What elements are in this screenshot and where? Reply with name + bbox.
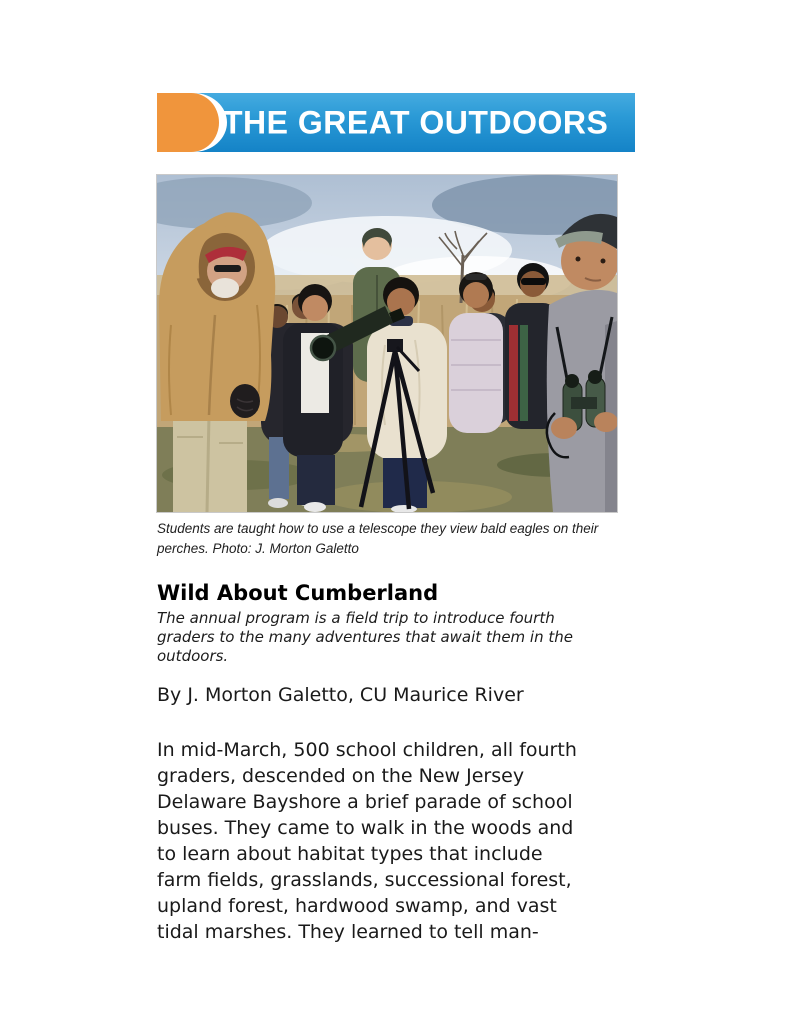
article-body-line: buses. They came to walk in the woods and xyxy=(157,817,574,839)
article-body-line: upland forest, hardwood swamp, and vast xyxy=(157,895,557,917)
article-subtitle-line: The annual program is a field trip to introduce fourth xyxy=(157,609,555,627)
article-subtitle xyxy=(157,609,635,666)
article-byline: By J. Morton Galetto, CU Maurice River xyxy=(157,684,524,706)
article-subtitle-line: outdoors. xyxy=(157,647,229,665)
photo-caption-line: perches. Photo: J. Morton Galetto xyxy=(157,541,359,556)
article-body-line: Delaware Bayshore a brief parade of school xyxy=(157,791,573,813)
article-body xyxy=(157,737,635,945)
article-body-line: In mid-March, 500 school children, all fourth xyxy=(157,739,577,761)
photo-caption-line: Students are taught how to use a telescope they view bald eagles on their xyxy=(157,521,599,536)
article-subtitle-line: graders to the many adventures that await them in the xyxy=(157,628,573,646)
article-body-line: farm fields, grasslands, successional forest, xyxy=(157,869,572,891)
article-body-line: tidal marshes. They learned to tell man- xyxy=(157,921,539,943)
article-title: Wild About Cumberland xyxy=(157,581,439,605)
article-body-line: graders, descended on the New Jersey xyxy=(157,765,525,787)
article-body-line: to learn about habitat types that include xyxy=(157,843,543,865)
banner-orange-badge xyxy=(157,93,219,152)
masthead-banner xyxy=(157,93,635,152)
masthead-title: THE GREAT OUTDOORS xyxy=(223,104,609,140)
content-column xyxy=(157,93,635,945)
article-photo xyxy=(157,175,617,512)
photo-caption xyxy=(157,519,635,559)
